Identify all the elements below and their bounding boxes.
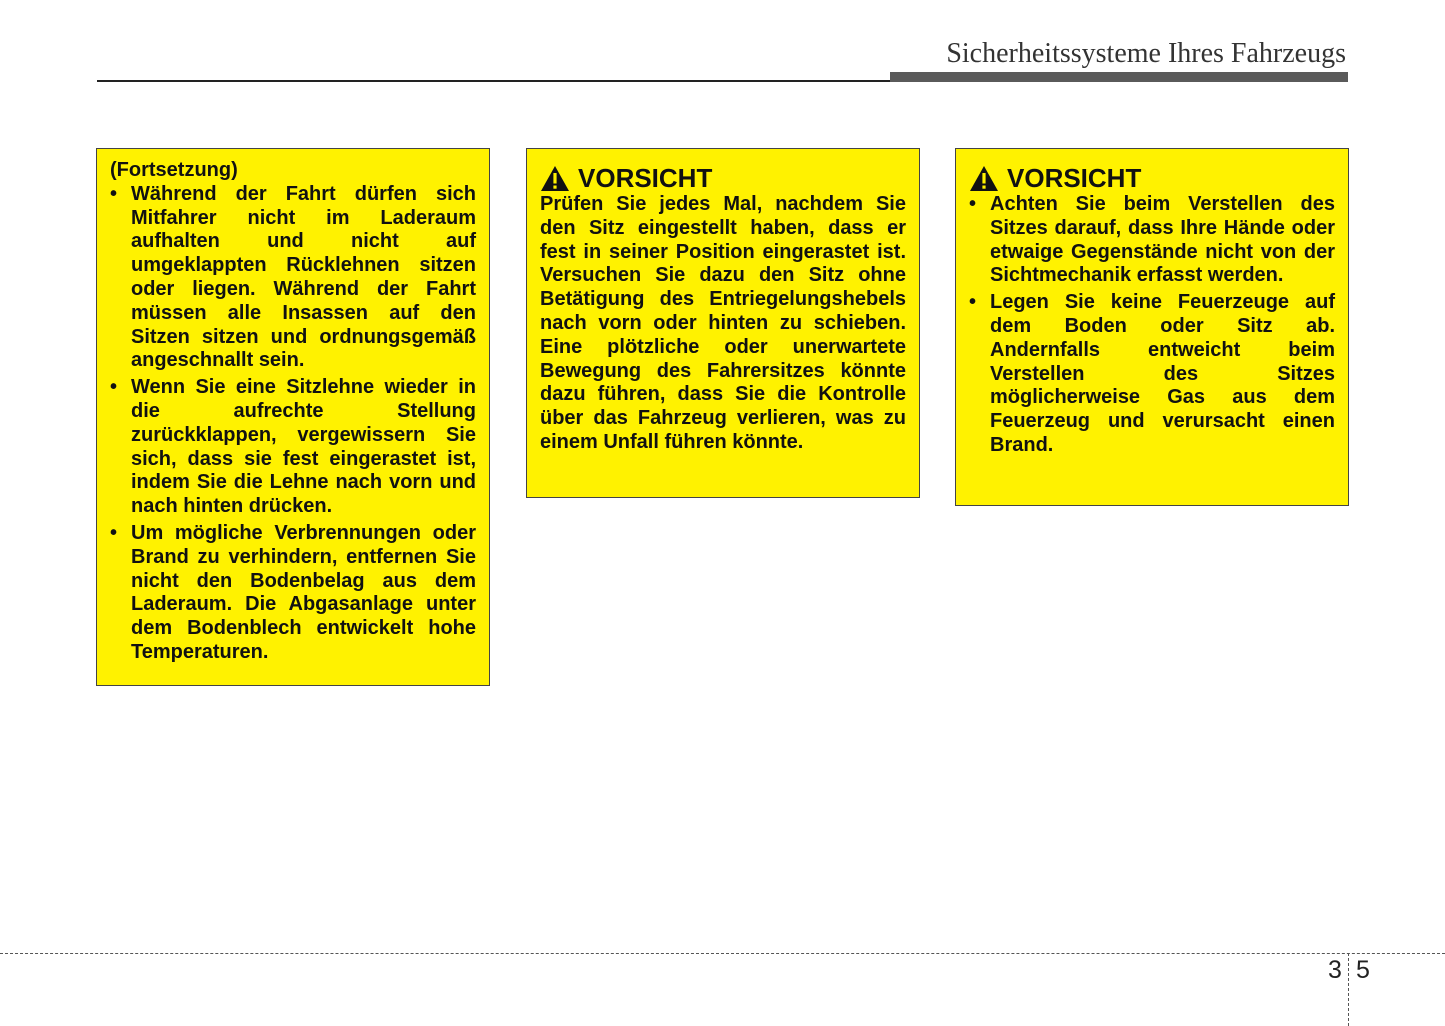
list-item — [110, 183, 476, 373]
bullet: • — [969, 193, 977, 215]
caution-heading-row — [969, 163, 1335, 193]
page-number: 5 — [1356, 956, 1370, 984]
list-item-text: Um mögliche Verbrennungen oder Brand zu verhindern, entfernen Sie nicht den Bodenbelag aus dem Laderaum. Die Abgasanlage unter dem Bodenblech entwickelt hohe Temperaturen. — [131, 521, 476, 663]
caution-box-seat-lock — [526, 148, 920, 498]
chapter-number: 3 — [1328, 956, 1342, 984]
list-item-text: Achten Sie beim Verstellen des Sitzes darauf, dass Ihre Hände oder etwaige Gegenstände nicht von der Sichtmechanik erfasst werden. — [990, 193, 1335, 287]
bullet: • — [969, 291, 977, 314]
warning-triangle-icon — [969, 165, 999, 192]
list-item — [110, 376, 476, 519]
warning-triangle-icon — [540, 165, 570, 192]
list-item-text: Legen Sie keine Feuerzeuge auf dem Boden oder Sitz ab. Andernfalls entweicht beim Verstellen des Sitzes möglicherweise Gas aus dem Feuerzeug und verursacht einen Brand. — [990, 291, 1335, 456]
page-number-separator — [1348, 953, 1349, 1026]
caution-heading: VORSICHT — [1007, 163, 1142, 193]
bullet: • — [110, 182, 118, 205]
caution-box-hands-lighters — [955, 148, 1349, 506]
page-header-title: Sicherheitssysteme Ihres Fahrzeugs — [946, 38, 1346, 69]
bullet: • — [110, 376, 118, 399]
continuation-label: (Fortsetzung) — [110, 159, 238, 181]
header-accent-bar — [890, 72, 1348, 82]
footer-rule — [0, 953, 1445, 954]
list-item-text: Wenn Sie eine Sitzlehne wieder in die aufrechte Stellung zurückklappen, vergewissern Sie sich, dass sie fest eingerastet ist, indem Sie die Lehne nach vorn und nach hinten drücken. — [131, 376, 476, 518]
bullet: • — [110, 521, 118, 544]
list-item — [969, 193, 1335, 288]
list-item-text: Während der Fahrt dürfen sich Mitfahrer nicht im Laderaum aufhalten und nicht auf umgeklappten Rücklehnen sitzen oder liegen. Während der Fahrt müssen alle Insassen auf den Sitzen sitzen und ordnungsgemäß angeschnallt sein. — [131, 182, 476, 372]
continuation-box — [96, 148, 490, 686]
continuation-list — [110, 183, 476, 665]
caution-text: Prüfen Sie jedes Mal, nachdem Sie den Sitz eingestellt haben, dass er fest in seiner Position eingerastet ist. Versuchen Sie dazu den Sitz ohne Betätigung des Entriegelungshebels nach vorn oder hinten zu schieben. Eine plötzliche oder unerwartete Bewegung des Fahrersitzes könnte dazu führen, dass Sie die Kontrolle über das Fahrzeug verlieren, was zu einem Unfall führen könnte. — [540, 193, 906, 453]
list-item — [110, 522, 476, 665]
caution-heading: VORSICHT — [578, 163, 713, 193]
caution-heading-row — [540, 163, 906, 193]
caution-list — [969, 193, 1335, 458]
list-item — [969, 291, 1335, 458]
